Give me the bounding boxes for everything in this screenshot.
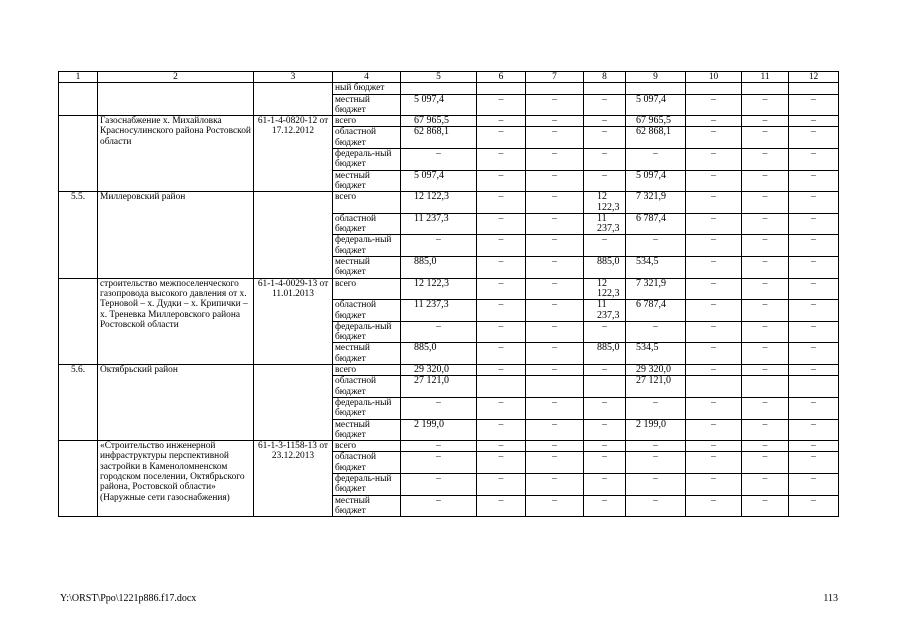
value-cell: 885,0 [584, 257, 626, 279]
value-cell: – [742, 170, 789, 192]
value-cell: 29 320,0 [401, 365, 477, 376]
object-name-cell: Газоснабжение х. Михайловка Красносулинского района Ростовской области [98, 116, 254, 192]
value-cell: – [686, 149, 742, 171]
value-cell: 27 121,0 [626, 376, 686, 398]
registry-code-cell [254, 192, 333, 278]
value-cell: – [526, 278, 584, 300]
value-cell: – [789, 495, 839, 517]
value-cell: – [686, 473, 742, 495]
value-cell: 534,5 [626, 257, 686, 279]
value-cell: – [789, 441, 839, 452]
value-cell: – [526, 94, 584, 116]
value-cell: – [789, 192, 839, 214]
value-cell [789, 376, 839, 398]
value-cell: – [526, 300, 584, 322]
value-cell: 885,0 [401, 257, 477, 279]
value-cell: – [686, 397, 742, 419]
value-cell: – [401, 321, 477, 343]
value-cell: – [477, 473, 526, 495]
value-cell: – [526, 365, 584, 376]
value-cell: – [789, 278, 839, 300]
value-cell: – [477, 213, 526, 235]
value-cell: – [626, 495, 686, 517]
value-cell: – [686, 495, 742, 517]
budget-table [58, 71, 839, 517]
header-cell: 1 [59, 72, 98, 83]
budget-label: местный бюджет [333, 170, 401, 192]
value-cell: – [477, 192, 526, 214]
value-cell: – [526, 192, 584, 214]
value-cell: – [477, 149, 526, 171]
value-cell: – [626, 397, 686, 419]
value-cell: 5 097,4 [626, 170, 686, 192]
budget-label: областной бюджет [333, 213, 401, 235]
value-cell: – [686, 365, 742, 376]
value-cell: – [789, 94, 839, 116]
value-cell: – [742, 149, 789, 171]
value-cell: – [477, 495, 526, 517]
value-cell: 885,0 [584, 343, 626, 365]
header-cell: 4 [333, 72, 401, 83]
value-cell: 11 237,3 [401, 300, 477, 322]
budget-label: областной бюджет [333, 452, 401, 474]
value-cell: – [584, 149, 626, 171]
value-cell: – [742, 397, 789, 419]
value-cell: – [526, 127, 584, 149]
header-cell: 7 [526, 72, 584, 83]
empty-cell [98, 83, 254, 116]
object-name-cell: строительство межпоселенческого газопровода высокого давления от х. Терновой – х. Дудки – х. Крипички – х. Треневка Миллеровского района Ростовской области [98, 278, 254, 364]
value-cell: – [584, 127, 626, 149]
value-cell: – [477, 235, 526, 257]
value-cell: – [477, 170, 526, 192]
value-cell: 12 122,3 [584, 278, 626, 300]
budget-label: федераль-ный бюджет [333, 235, 401, 257]
header-cell: 8 [584, 72, 626, 83]
value-cell: – [742, 441, 789, 452]
value-cell: – [477, 343, 526, 365]
value-cell: 5 097,4 [401, 170, 477, 192]
value-cell: – [686, 213, 742, 235]
value-cell: – [526, 170, 584, 192]
value-cell [526, 376, 584, 398]
value-cell: – [584, 397, 626, 419]
value-cell: – [477, 257, 526, 279]
value-cell: – [789, 213, 839, 235]
value-cell: 6 787,4 [626, 300, 686, 322]
registry-code-cell [254, 365, 333, 441]
value-cell: – [789, 343, 839, 365]
value-cell: – [584, 495, 626, 517]
value-cell: 5 097,4 [401, 94, 477, 116]
value-cell: – [477, 278, 526, 300]
value-cell: – [526, 419, 584, 441]
value-cell: – [584, 116, 626, 127]
value-cell: – [742, 473, 789, 495]
registry-code-cell: 61-1-3-1158-13 от 23.12.2013 [254, 441, 333, 517]
value-cell: – [584, 365, 626, 376]
value-cell: 12 122,3 [401, 192, 477, 214]
value-cell [742, 376, 789, 398]
value-cell: – [626, 441, 686, 452]
value-cell: – [477, 452, 526, 474]
value-cell: – [789, 116, 839, 127]
header-cell: 6 [477, 72, 526, 83]
value-cell: – [526, 441, 584, 452]
value-cell: – [789, 452, 839, 474]
value-cell: – [477, 300, 526, 322]
value-cell: 27 121,0 [401, 376, 477, 398]
value-cell: – [526, 257, 584, 279]
value-cell: – [526, 321, 584, 343]
value-cell: – [686, 170, 742, 192]
value-cell: – [742, 365, 789, 376]
table-row [59, 192, 839, 214]
value-cell: – [626, 149, 686, 171]
budget-label: местный бюджет [333, 495, 401, 517]
value-cell: 2 199,0 [626, 419, 686, 441]
value-cell: – [686, 419, 742, 441]
registry-code-cell: 61-1-4-0029-13 от 11.01.2013 [254, 278, 333, 364]
value-cell: 885,0 [401, 343, 477, 365]
value-cell: – [742, 235, 789, 257]
table-row [59, 441, 839, 452]
value-cell: – [584, 452, 626, 474]
header-cell: 2 [98, 72, 254, 83]
value-cell: – [742, 116, 789, 127]
table-row [59, 365, 839, 376]
value-cell: – [742, 278, 789, 300]
value-cell: – [526, 452, 584, 474]
value-cell: – [686, 127, 742, 149]
budget-label: всего [333, 441, 401, 452]
value-cell: – [789, 397, 839, 419]
value-cell: – [626, 321, 686, 343]
value-cell: – [626, 235, 686, 257]
section-number-cell [59, 278, 98, 364]
value-cell: – [526, 343, 584, 365]
budget-label: местный бюджет [333, 419, 401, 441]
table-row [59, 83, 839, 94]
object-name-cell: Октябрьский район [98, 365, 254, 441]
value-cell: – [526, 235, 584, 257]
table-body [59, 72, 839, 517]
value-cell: – [477, 321, 526, 343]
section-number-cell [59, 116, 98, 192]
value-cell: – [401, 235, 477, 257]
value-cell: – [477, 94, 526, 116]
value-cell: – [526, 149, 584, 171]
value-cell: – [477, 365, 526, 376]
value-cell: – [686, 452, 742, 474]
value-cell: – [584, 235, 626, 257]
budget-label: областной бюджет [333, 127, 401, 149]
value-cell: – [584, 94, 626, 116]
value-cell: 7 321,9 [626, 192, 686, 214]
value-cell: 62 868,1 [401, 127, 477, 149]
value-cell: 6 787,4 [626, 213, 686, 235]
value-cell: – [526, 116, 584, 127]
value-cell: – [686, 94, 742, 116]
registry-code-cell: 61-1-4-0820-12 от 17.12.2012 [254, 116, 333, 192]
value-cell: – [686, 257, 742, 279]
empty-cell [254, 83, 333, 116]
value-cell: – [686, 300, 742, 322]
value-cell: – [584, 441, 626, 452]
value-cell: 67 965,5 [626, 116, 686, 127]
value-cell: – [742, 343, 789, 365]
value-cell: – [686, 343, 742, 365]
value-cell: – [789, 235, 839, 257]
value-cell: 5 097,4 [626, 94, 686, 116]
budget-label: федераль-ный бюджет [333, 473, 401, 495]
value-cell [686, 376, 742, 398]
object-name-cell: Миллеровский район [98, 192, 254, 278]
section-number-cell [59, 441, 98, 517]
value-cell: – [742, 192, 789, 214]
table-row [59, 116, 839, 127]
value-cell: – [401, 452, 477, 474]
section-number-cell: 5.6. [59, 365, 98, 441]
value-cell: – [789, 127, 839, 149]
header-cell: 3 [254, 72, 333, 83]
header-row [59, 72, 839, 83]
header-cell: 12 [789, 72, 839, 83]
budget-label: всего [333, 192, 401, 214]
value-cell: – [584, 473, 626, 495]
value-cell: – [686, 116, 742, 127]
section-number-cell: 5.5. [59, 192, 98, 278]
value-cell: – [742, 452, 789, 474]
object-name-cell: «Строительство инженерной инфраструктуры перспективной застройки в Каменоломненском городском поселении, Октябрьского района, Ростовской области» (Наружные сети газоснабжения) [98, 441, 254, 517]
value-cell: – [401, 397, 477, 419]
value-cell: – [526, 495, 584, 517]
value-cell: 11 237,3 [401, 213, 477, 235]
value-cell: – [742, 419, 789, 441]
budget-label: федераль-ный бюджет [333, 321, 401, 343]
budget-label: всего [333, 116, 401, 127]
value-cell: – [686, 321, 742, 343]
header-cell: 10 [686, 72, 742, 83]
value-cell: – [401, 495, 477, 517]
value-cell: 67 965,5 [401, 116, 477, 127]
value-cell: – [401, 441, 477, 452]
value-cell: 11 237,3 [584, 213, 626, 235]
value-cell: – [789, 473, 839, 495]
page-number: 113 [823, 593, 838, 604]
value-cell: – [584, 170, 626, 192]
value-cell: – [477, 441, 526, 452]
value-cell: 12 122,3 [401, 278, 477, 300]
value-cell: – [401, 149, 477, 171]
value-cell: – [584, 419, 626, 441]
value-cell: – [742, 127, 789, 149]
budget-label: областной бюджет [333, 300, 401, 322]
value-cell: – [584, 321, 626, 343]
value-cell: – [526, 213, 584, 235]
footer-file-path: Y:\ORST\Ppo\1221p886.f17.docx [60, 593, 197, 604]
header-cell: 5 [401, 72, 477, 83]
budget-label: областной бюджет [333, 376, 401, 398]
budget-label: местный бюджет [333, 257, 401, 279]
budget-label: всего [333, 278, 401, 300]
value-cell: – [526, 473, 584, 495]
value-cell: – [626, 452, 686, 474]
budget-label: ный бюджет [333, 83, 401, 94]
value-cell: – [477, 397, 526, 419]
value-cell: – [477, 116, 526, 127]
value-cell: – [686, 441, 742, 452]
value-cell: – [789, 419, 839, 441]
value-cell: – [686, 278, 742, 300]
value-cell: 12 122,3 [584, 192, 626, 214]
value-cell: – [686, 235, 742, 257]
value-cell: – [526, 397, 584, 419]
value-cell: – [789, 300, 839, 322]
header-cell: 11 [742, 72, 789, 83]
value-cell [584, 376, 626, 398]
table-row [59, 278, 839, 300]
value-cell: – [686, 192, 742, 214]
header-cell: 9 [626, 72, 686, 83]
value-cell: – [789, 149, 839, 171]
value-cell: – [789, 321, 839, 343]
value-cell: – [789, 257, 839, 279]
value-cell: 29 320,0 [626, 365, 686, 376]
empty-cell [59, 83, 98, 116]
value-cell: – [742, 213, 789, 235]
value-cell: – [477, 419, 526, 441]
value-cell: 2 199,0 [401, 419, 477, 441]
budget-label: местный бюджет [333, 94, 401, 116]
budget-label: федераль-ный бюджет [333, 397, 401, 419]
value-cell: 11 237,3 [584, 300, 626, 322]
value-cell: – [789, 365, 839, 376]
budget-label: всего [333, 365, 401, 376]
value-cell: – [626, 473, 686, 495]
value-cell [477, 376, 526, 398]
value-cell: – [477, 127, 526, 149]
value-cell: 62 868,1 [626, 127, 686, 149]
value-cell: 534,5 [626, 343, 686, 365]
value-cell: – [401, 473, 477, 495]
value-cell: – [742, 94, 789, 116]
value-cell: – [789, 170, 839, 192]
value-cell: – [742, 321, 789, 343]
value-cell: 7 321,9 [626, 278, 686, 300]
value-cell: – [742, 257, 789, 279]
value-cell: – [742, 495, 789, 517]
budget-label: местный бюджет [333, 343, 401, 365]
value-cell: – [742, 300, 789, 322]
budget-label: федераль-ный бюджет [333, 149, 401, 171]
